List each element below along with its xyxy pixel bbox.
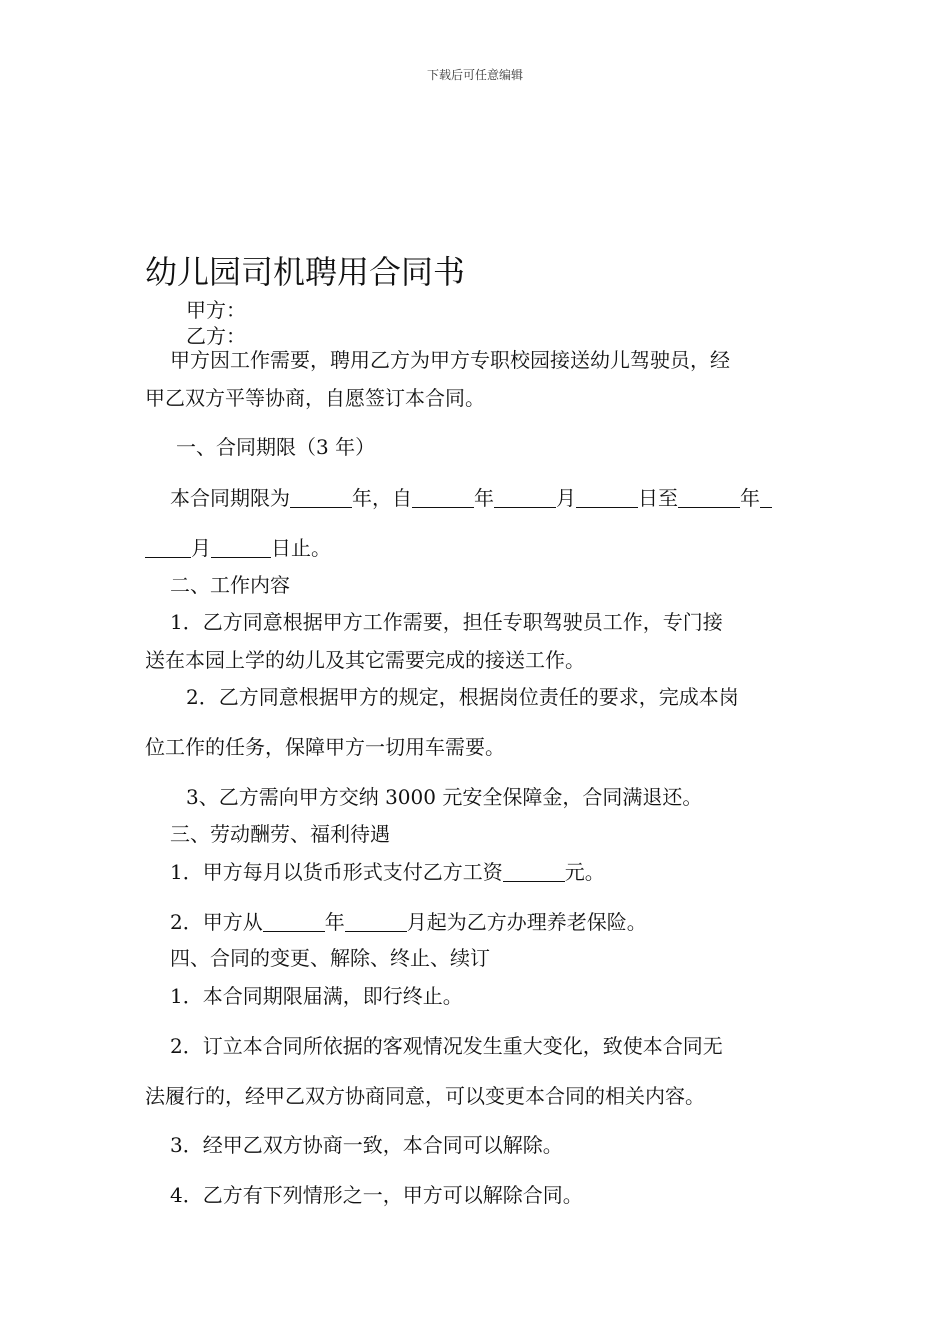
- section-4-heading: 四、合同的变更、解除、终止、续订: [170, 946, 490, 970]
- party-b-label: 乙方：: [186, 324, 246, 348]
- intro-line-1: 甲方因工作需要，聘用乙方为甲方专职校园接送幼儿驾驶员，经: [170, 348, 730, 372]
- contract-term-line-2: [145, 537, 331, 558]
- section-3-heading: 三、劳动酬劳、福利待遇: [170, 822, 390, 846]
- contract-term-line-1: [170, 487, 772, 508]
- end-year-blank[interactable]: [678, 487, 740, 508]
- end-day-blank[interactable]: [211, 537, 271, 558]
- term-text: 年: [474, 486, 494, 510]
- pension-text: 年: [324, 910, 345, 934]
- section-4-item-2-line-2: 法履行的，经甲乙双方协商同意，可以变更本合同的相关内容。: [145, 1084, 705, 1108]
- start-month-blank[interactable]: [494, 487, 556, 508]
- section-3-item-2: [170, 911, 647, 932]
- pension-text: 月起为乙方办理养老保险。: [406, 910, 647, 934]
- end-month-blank[interactable]: [145, 537, 191, 558]
- page-header: 下载后可任意编辑: [426, 68, 523, 82]
- section-2-item-3: 3、乙方需向甲方交纳 3000 元安全保障金，合同满退还。: [186, 785, 703, 809]
- section-3-item-1: [170, 861, 605, 882]
- section-1-heading: 一、合同期限（3 年）: [176, 435, 376, 459]
- term-text: 年，自: [352, 486, 412, 510]
- salary-amount-blank[interactable]: [503, 861, 565, 882]
- pension-month-blank[interactable]: [345, 911, 407, 932]
- end-month-blank-start[interactable]: [760, 487, 772, 508]
- term-text: 本合同期限为: [170, 486, 290, 510]
- term-text: 年: [740, 486, 760, 510]
- start-year-blank[interactable]: [412, 487, 474, 508]
- pension-year-blank[interactable]: [263, 911, 325, 932]
- section-4-item-2-line-1: 2．订立本合同所依据的客观情况发生重大变化，致使本合同无: [170, 1034, 723, 1058]
- start-day-blank[interactable]: [576, 487, 638, 508]
- term-text: 月: [191, 536, 211, 560]
- section-2-item-2-line-2: 位工作的任务，保障甲方一切用车需要。: [145, 735, 505, 759]
- section-2-item-1-line-1: 1．乙方同意根据甲方工作需要，担任专职驾驶员工作，专门接: [170, 610, 723, 634]
- pension-text: 2．甲方从: [170, 910, 263, 934]
- document-title: 幼儿园司机聘用合同书: [145, 253, 466, 291]
- salary-text: 1．甲方每月以货币形式支付乙方工资: [170, 860, 503, 884]
- section-4-item-3: 3．经甲乙双方协商一致，本合同可以解除。: [170, 1133, 563, 1157]
- term-text: 日至: [638, 486, 678, 510]
- term-years-blank[interactable]: [290, 487, 352, 508]
- section-2-item-1-line-2: 送在本园上学的幼儿及其它需要完成的接送工作。: [145, 648, 585, 672]
- term-text: 日止。: [271, 536, 331, 560]
- intro-line-2: 甲乙双方平等协商，自愿签订本合同。: [145, 386, 485, 410]
- term-text: 月: [556, 486, 576, 510]
- section-2-item-2-line-1: 2．乙方同意根据甲方的规定，根据岗位责任的要求，完成本岗: [186, 685, 739, 709]
- party-a-label: 甲方：: [186, 298, 246, 322]
- salary-text: 元。: [564, 860, 605, 884]
- section-4-item-1: 1．本合同期限届满，即行终止。: [170, 984, 463, 1008]
- section-2-heading: 二、工作内容: [170, 573, 290, 597]
- section-4-item-4: 4．乙方有下列情形之一，甲方可以解除合同。: [170, 1183, 583, 1207]
